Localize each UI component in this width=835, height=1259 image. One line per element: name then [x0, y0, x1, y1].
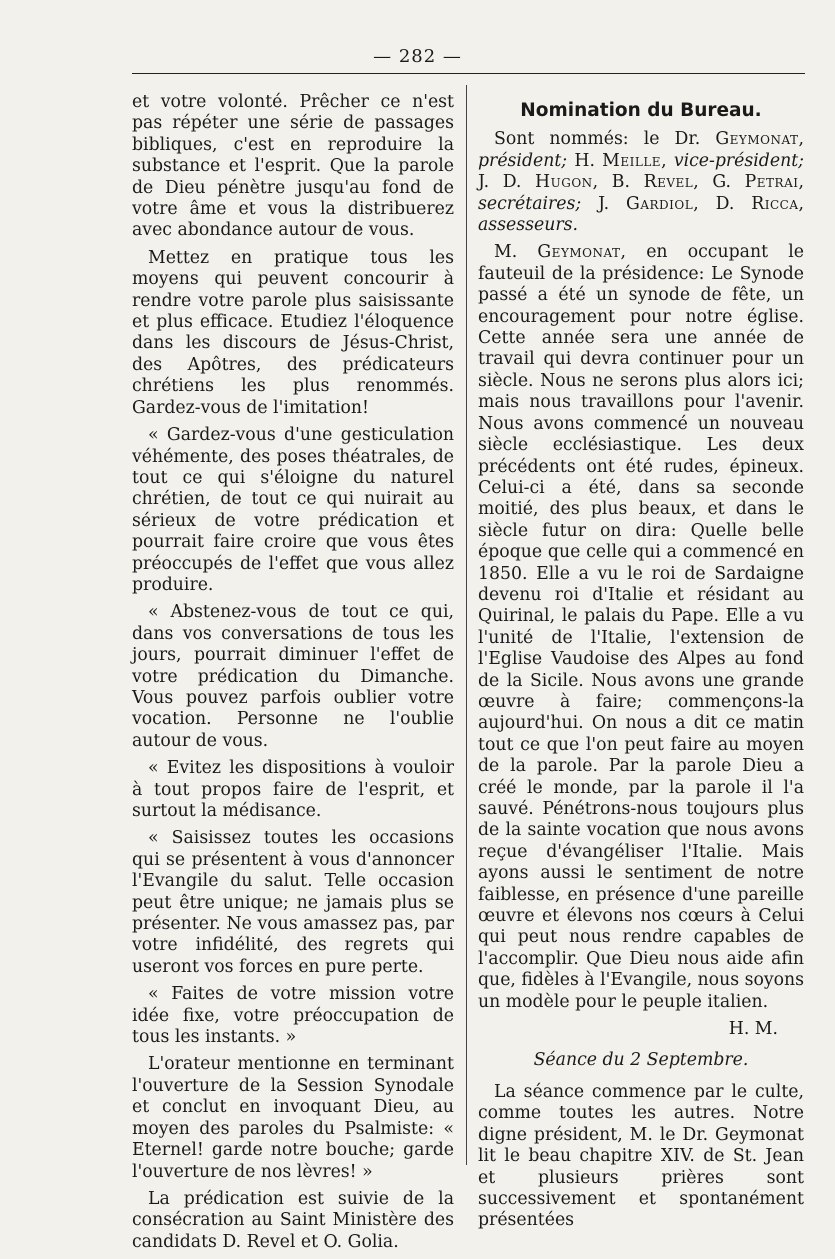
text: Sont nommés: le Dr. [494, 129, 716, 150]
text: , D. [693, 193, 752, 214]
section-subheading: Séance du 2 Septembre. [533, 1050, 749, 1071]
paragraph: « Abstenez-vous de tout ce qui, dans vos conversations de tous les jours, pourrait diminuer l'effet de votre prédication du Dimanche. Vous pouvez parfois oublier votre vocation. Personne ne l'oublie autour de vous. [132, 602, 454, 751]
signature: H. M. [728, 1019, 778, 1040]
column-divider [466, 85, 467, 1165]
text: H. [567, 150, 603, 171]
paragraph: La prédication est suivie de la consécration au Saint Ministère des candidats D. Revel et O. Golia. [132, 1188, 454, 1252]
text: , [798, 129, 804, 150]
text: , G. [693, 172, 745, 193]
right-column [478, 92, 804, 1238]
text: , B. [592, 172, 644, 193]
paragraph: « Saisissez toutes les occasions qui se présentent à vous d'annoncer l'Evangile du salut. Telle occasion peut être unique; ne jamais plus se présenter. Ne vous amassez pas, par votre infidélité, des regrets qui useront vos forces en pure perte. [132, 828, 454, 977]
paragraph: La séance commence par le culte, comme toutes les autres. Notre digne président, M. le Dr. Geymonat lit le beau chapitre XIV. de St. Jean et plusieurs prières sont successivement et spontanément présentées [478, 1081, 804, 1231]
paragraph: « Gardez-vous d'une gesticulation véhémente, des poses théatrales, de tout ce qui s'éloigne du naturel chrétien, de tout ce qui nuirait au sérieux de votre prédication et pourrait faire croire que vous êtes préoccupés de l'effet que vous allez produire. [132, 425, 454, 595]
paragraph: et votre volonté. Prêcher ce n'est pas répéter une série de passages bibliques, c'est en reproduire la substance et l'esprit. Que la parole de Dieu pénètre jusqu'au fond de votre âme et vous la distribuerez avec abondance autour de vous. [132, 92, 454, 241]
paragraph: L'orateur mentionne en terminant l'ouverture de la Session Synodale et conclut en invoquant Dieu, au moyen des paroles du Psalmiste: « Eternel! garde notre bouche; garde l'ouverture de nos lèvres! » [132, 1054, 454, 1182]
page-number: — 282 — [373, 46, 462, 67]
person-name: Revel [643, 172, 694, 193]
role: président; [478, 150, 568, 171]
text: , [661, 150, 674, 171]
person-name: Hugon [535, 172, 593, 193]
paragraph: « Evitez les dispositions à vouloir à tout propos faire de l'esprit, et surtout la médisance. [132, 758, 454, 821]
text: J. [581, 193, 627, 214]
text: , [798, 193, 804, 214]
text: M. [494, 242, 538, 263]
person-name: Ricca [751, 193, 799, 214]
person-name: Petrai [744, 172, 799, 193]
header-rule [132, 73, 805, 74]
bureau-paragraph [478, 129, 804, 236]
text: , en occupant le fauteuil de la présidence: Le Synode passé a été un synode de fête, un encouragement pour notre église. Cette année sera une année de travail qui devra continuer pour un siècle. Nous ne serons plus alors ici; mais nous travaillons pour l'avenir. Nous avons commencé un nouveau siècle ecclésiastique. Les deux précédents ont été rudes, épineux. Celui-ci a été, dans sa seconde moitié, des plus beaux, et dans le siècle futur on dira: Quelle belle époque que celle qui a commencé en 1850. Elle a vu le roi de Sardaigne devenu roi d'Italie et résidant au Quirinal, le palais du Pape. Elle a vu l'unité de l'Italie, l'extension de l'Eglise Vaudoise des Alpes au fond de la Sicile. Nous avons une grande œuvre à faire; commençons-la aujourd'hui. On nous a dit ce matin tout ce que l'on peut faire au moyen de la parole. Par la parole Dieu a créé le monde, par la parole il l'a sauvé. Pénétrons-nous toujours plus de la sainte vocation que nous avons reçue d'évangéliser l'Italie. Mais ayons aussi le sentiment de notre faiblesse, en présence d'une pareille œuvre et élevons nos cœurs à Celui qui peut nous rendre capables de l'accomplir. Que Dieu nous aide afin que, fidèles à l'Evangile, nous soyons un modèle pour le peuple italien. [478, 242, 805, 1012]
role: assesseurs. [478, 215, 578, 236]
left-column [132, 92, 454, 1259]
person-name: Geymonat [715, 129, 799, 150]
paragraph: Mettez en pratique tous les moyens qui peuvent concourir à rendre votre parole plus saisissante et plus efficace. Etudiez l'éloquence dans les discours de Jésus-Christ, des Apôtres, des prédicateurs chrétiens les plus renommés. Gardez-vous de l'imitation! [132, 247, 454, 418]
text: J. D. [478, 172, 536, 193]
text: , [798, 172, 804, 193]
role: secrétaires; [478, 193, 582, 214]
paragraph: « Faites de votre mission votre idée fixe, votre préoccupation de tous les instants. » [132, 984, 454, 1048]
person-name: Gardiol [626, 193, 694, 214]
section-heading: Nomination du Bureau. [520, 100, 762, 121]
person-name: Geymonat [537, 242, 621, 263]
person-name: Meille [602, 150, 662, 171]
speech-paragraph [478, 242, 804, 1013]
role: vice-président; [673, 150, 804, 171]
